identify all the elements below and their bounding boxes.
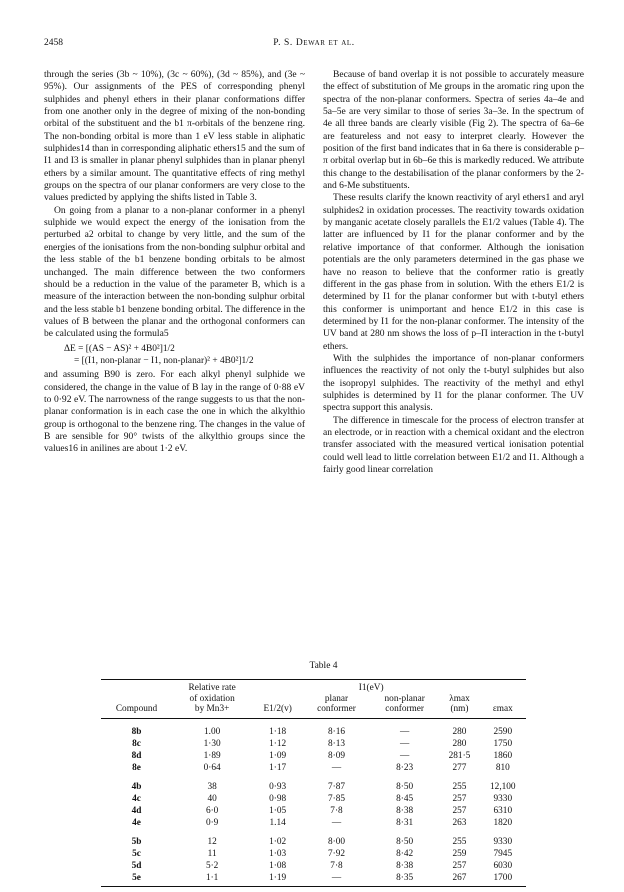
left-column	[44, 69, 305, 456]
table-row: 8e 0·64 1·17 — 8·23 277 810	[132, 762, 510, 773]
col-header: non-planar	[384, 693, 425, 704]
table-row: 5c 11 1·03 7·92 8·42 259 7945	[132, 848, 513, 859]
equation-line: = [(I1, non-planar − I1, non-planar)² + 4B0²]1/2	[74, 355, 254, 366]
table-body	[101, 718, 526, 886]
page-number: 2458	[44, 38, 63, 48]
running-head-authors: P. S. Dewar et al.	[273, 38, 355, 48]
paragraph: With the sulphides the importance of non-planar conformers influences the reactivity of not only the t-butyl sulphides but also the isopropyl sulphides. The reactivity of the methyl and ethyl sulphides is determined by I1 for the planar conformer. The UV spectra support this analysis.	[323, 352, 584, 414]
col-header: by Mn3+	[172, 704, 252, 718]
col-header: of oxidation	[189, 693, 235, 704]
col-header: E1/2(v)	[252, 704, 303, 718]
col-header: planar	[324, 693, 349, 704]
table-row: 4c 40 0·98 7·85 8·45 257 9330	[132, 793, 513, 804]
table-row: 4e 0·9 1.14 — 8·31 263 1820	[132, 817, 513, 828]
col-header: conformer	[370, 704, 439, 718]
table-title: Table 4	[309, 661, 338, 671]
table-row: 5b 12 1·02 8·00 8·50 255 9330	[131, 836, 513, 847]
page-header	[44, 38, 584, 52]
table-row: 4d 6·0 1·05 7·8 8·38 257 6310	[131, 805, 513, 816]
table-row: 4b 38 0·93 7·87 8·50 255 12,100	[131, 781, 516, 792]
col-header: Relative rate	[172, 680, 252, 694]
data-table	[101, 679, 526, 887]
col-header: εmax	[480, 704, 526, 718]
table-row: 8b 1.00 1·18 8·16 — 280 2590	[131, 726, 513, 737]
col-header: (nm)	[439, 704, 479, 718]
table-row: 8c 1·30 1·12 8·13 — 280 1750	[132, 738, 513, 749]
col-header: λmax	[449, 693, 470, 704]
equation	[44, 343, 305, 368]
paragraph: The difference in timescale for the process of electron transfer at an electrode, or in reaction with a chemical oxidant and the electron transfer associated with the measured vertical ionisation potential could well lead to little correlation between E1/2 and I1. Although a fairly good linear correlation	[323, 414, 584, 475]
col-header: Compound	[101, 704, 172, 718]
table-row: 5e 1·1 1·19 — 8·35 267 1700	[101, 872, 526, 887]
paragraph: Because of band overlap it is not possible to accurately measure the effect of substitution of Me groups in the aromatic ring upon the spectra of the non-planar conformers. Spectra of series 4a–4e and 5a–5e are very similar to those of series 3a–3e. In the spectrum of 4e all three bands are clearly visible (Fig 2). The spectra of 6a–6e are featureless and not easy to interpret clearly. However the position of the first band indicates that in 6a there is considerable p–π orbital overlap but in 6b–6e this is markedly reduced. We attribute this change to the destabilisation of the planar conformers by the 2- and 6-Me substituents.	[323, 69, 584, 192]
paragraph: On going from a planar to a non-planar conformer in a phenyl sulphide we would expect the energy of the ionisation from the perturbed a2 orbital to change by very little, and the sum of the energies of the ionisations from the non-bonding sulphur orbital and the less stable of the b1 benzene bonding orbitals to be almost unchanged. The main difference between the two conformers should be a reduction in the value of the parameter B, which is a measure of the interaction between the non-bonding sulphur orbital and the less stable b1 benzene bonding orbital. The difference in the values of B between the planar and the orthogonal conformers can be calculated using the formula5	[44, 204, 305, 340]
right-column	[323, 69, 584, 476]
paragraph: through the series (3b ~ 10%), (3c ~ 60%), (3d ~ 85%), and (3e ~ 95%). Our assignments of the PES of corresponding phenyl sulphides and phenyl ethers in their planar conformations differ from one another only in the degree of mixing of the non-bonding orbital of the substituent and the b1 π-orbitals of the benzene ring. The non-bonding orbital is more than 1 eV less stable in aliphatic sulphides14 than in corresponding aliphatic ethers15 and the sum of I1 and I3 is smaller in planar phenyl sulphides than in planar phenyl ethers by a similar amount. The quantitative effects of ring methyl groups on the spectra of our planar conformers are very close to the values predicted by applying the shifts listed in Table 3.	[44, 69, 305, 204]
col-group-header: I1(eV)	[303, 680, 439, 694]
paragraph: and assuming B90 is zero. For each alkyl phenyl sulphide we considered, the change in the value of B lay in the range of 0·88 eV to 0·92 eV. The narrowness of the range suggests to us that the non-planar conformation is in each case the one in which the alkylthio group is orthogonal to the benzene ring. The changes in the value of B are sensible for 90° twists of the alkylthio groups since the values16 in anilines are about 1·2 eV.	[44, 369, 305, 455]
paragraph: These results clarify the known reactivity of aryl ethers1 and aryl sulphides2 in oxidation processes. The reactivity towards oxidation by manganic acetate closely parallels the E1/2 values (Table 4). The latter are influenced by I1 for the planar conformer and by the relative importance of that conformer. Although the ionisation potentials are the only parameters determined in the gas phase we have no reason to believe that the conformer ratio is greatly different in the gas phase from in solution. With the ethers E1/2 is determined by I1 for the planar conformer but with t-butyl ethers this conformer is unimportant and hence E1/2 in this case is determined by I1 for the non-planar conformer. The intensity of the UV band at 280 nm shows the loss of p–Π interaction in the t-butyl ethers.	[323, 192, 584, 352]
col-header: conformer	[303, 704, 370, 718]
equation-line: ΔE = [(AS − AS)² + 4B0²]1/2	[64, 343, 175, 354]
table-4	[101, 661, 526, 887]
table-row: 8d 1·89 1·09 8·09 — 281·5 1860	[131, 750, 513, 761]
table-row: 5d 5·2 1·08 7·8 8·38 257 6030	[131, 860, 513, 871]
